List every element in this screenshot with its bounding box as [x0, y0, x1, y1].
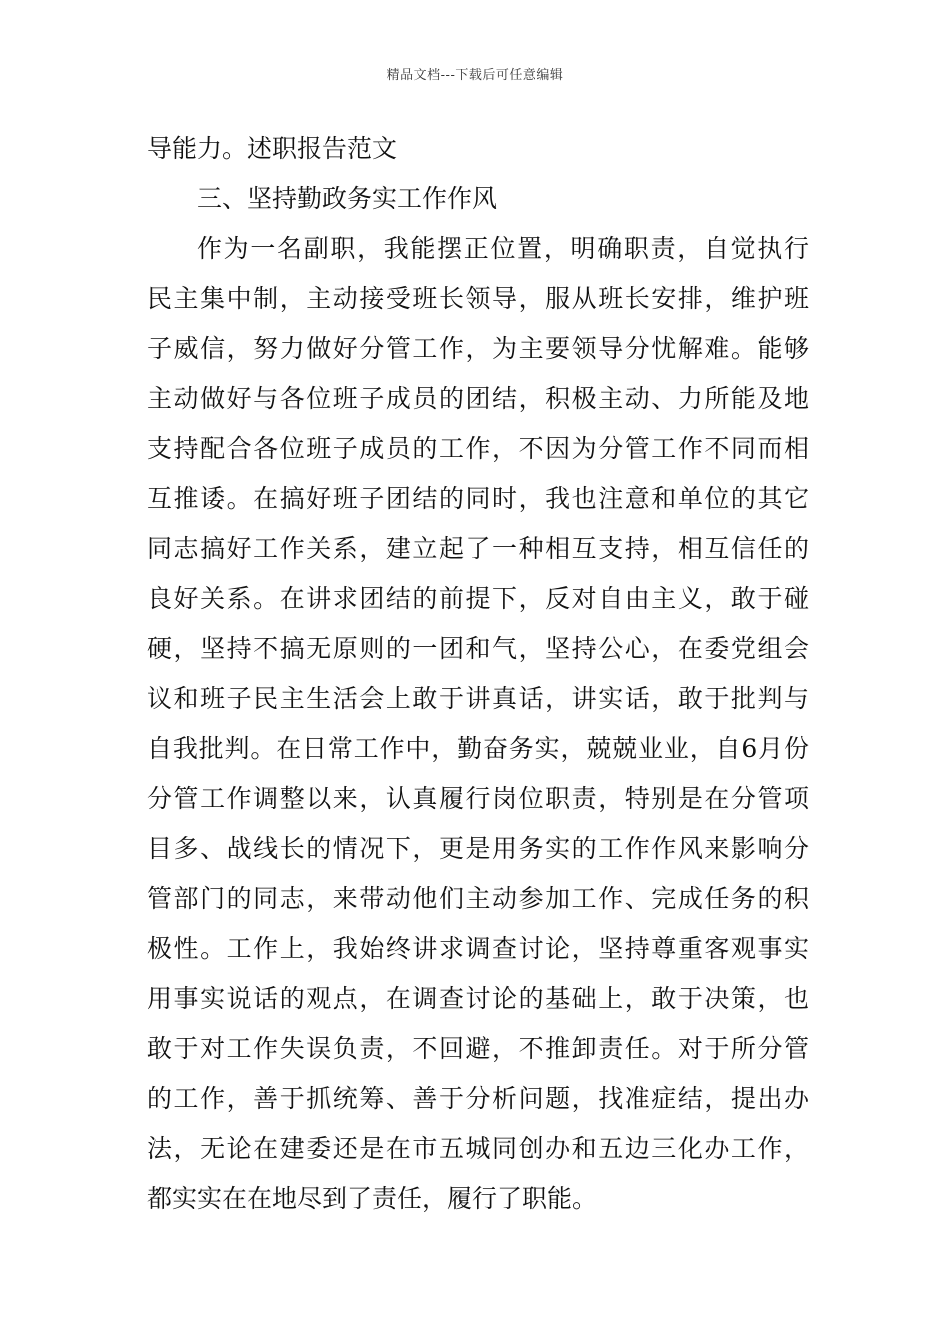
- text-line: 硬，坚持不搞无原则的一团和气，坚持公心，在委党组会: [147, 634, 809, 663]
- page-header: 精品文档---下载后可任意编辑: [386, 68, 564, 83]
- text-line: 分管工作调整以来，认真履行岗位职责，特别是在分管项: [147, 784, 809, 813]
- text-line: 互推诿。在搞好班子团结的同时，我也注意和单位的其它: [147, 484, 809, 513]
- text-line: 导能力。述职报告范文: [147, 134, 398, 163]
- text-line: 支持配合各位班子成员的工作，不因为分管工作不同而相: [147, 434, 809, 463]
- text-line: 良好关系。在讲求团结的前提下，反对自由主义，敢于碰: [147, 584, 809, 613]
- text-line: 都实实在在地尽到了责任，履行了职能。: [147, 1184, 598, 1213]
- text-line: 极性。工作上，我始终讲求调查讨论，坚持尊重客观事实: [147, 934, 809, 963]
- text-line: 法，无论在建委还是在市五城同创办和五边三化办工作，: [147, 1134, 809, 1163]
- text-line: 主动做好与各位班子成员的团结，积极主动、力所能及地: [147, 384, 809, 413]
- text-line: 作为一名副职，我能摆正位置，明确职责，自觉执行: [197, 234, 809, 263]
- text-line: 同志搞好工作关系，建立起了一种相互支持，相互信任的: [147, 534, 809, 563]
- document-body: [147, 124, 809, 1224]
- text-line: 议和班子民主生活会上敢于讲真话，讲实话，敢于批判与: [147, 684, 809, 713]
- text-line: 敢于对工作失误负责，不回避，不推卸责任。对于所分管: [147, 1034, 809, 1063]
- text-line: 管部门的同志，来带动他们主动参加工作、完成任务的积: [147, 884, 809, 913]
- text-line: 用事实说话的观点，在调查讨论的基础上，敢于决策，也: [147, 984, 809, 1013]
- text-line: 自我批判。在日常工作中，勤奋务实，兢兢业业，自6月份: [147, 734, 809, 763]
- text-line: 目多、战线长的情况下，更是用务实的工作作风来影响分: [147, 834, 809, 863]
- section-heading: 三、坚持勤政务实工作作风: [197, 184, 498, 213]
- text-line: 民主集中制，主动接受班长领导，服从班长安排，维护班: [147, 284, 809, 313]
- text-line: 子威信，努力做好分管工作，为主要领导分忧解难。能够: [147, 334, 809, 363]
- text-line: 的工作，善于抓统筹、善于分析问题，找准症结，提出办: [147, 1084, 809, 1113]
